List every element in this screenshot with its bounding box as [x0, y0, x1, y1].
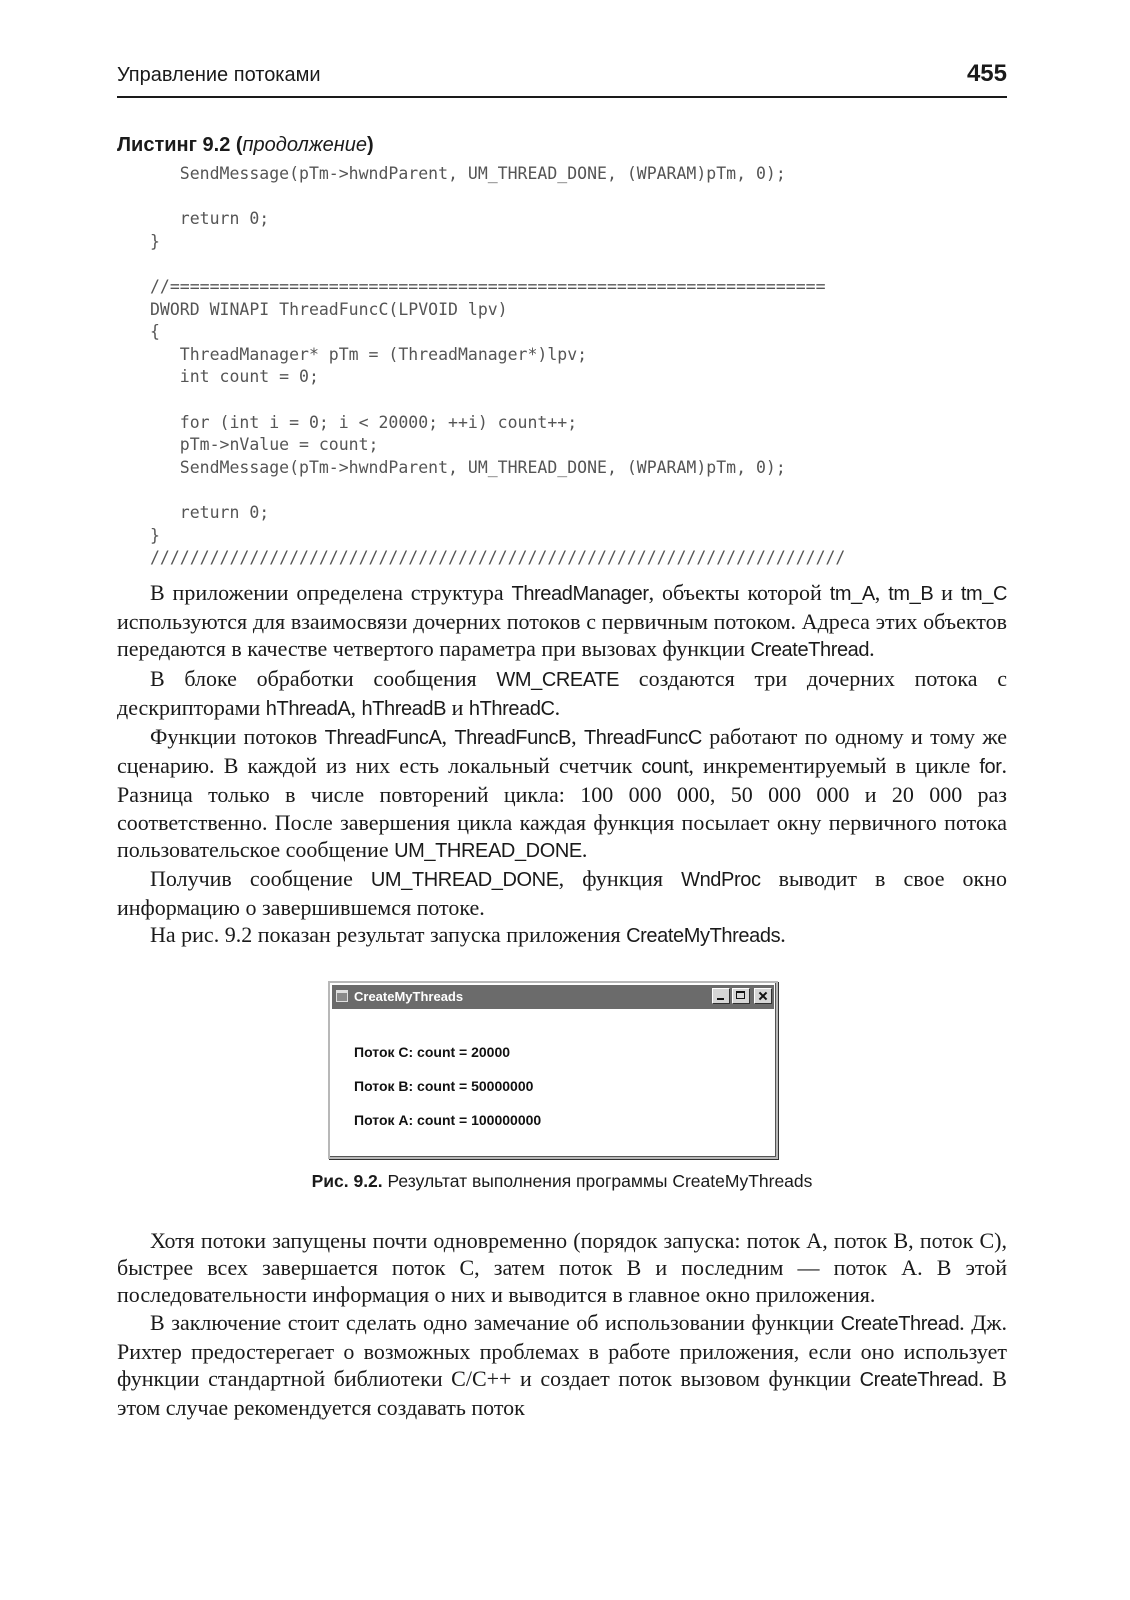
figure-window — [328, 981, 778, 1159]
body-text-bottom — [117, 1227, 1007, 1421]
paragraph: В заключение стоит сделать одно замечание об использовании функции CreateThread. Дж. Рихтер предостерегает о возможных проблемах в работе приложения, если оно использует функции стандартной библиотеки C/C++ и создает поток вызовом функции CreateThread. В этом случае рекомендуется создавать поток — [117, 1309, 1007, 1421]
window-title: CreateMyThreads — [354, 989, 464, 1004]
body-text-top — [117, 579, 1007, 951]
paragraph: В приложении определена структура ThreadManager, объекты которой tm_A, tm_B и tm_C используются для взаимосвязи дочерних потоков с первичным потоком. Адреса этих объектов передаются в качестве четвертого параметра при вызовах функции CreateThread. — [117, 580, 1007, 662]
code-listing — [150, 163, 990, 570]
code-line: for (int i = 0; i < 20000; ++i) count++; — [150, 412, 578, 432]
paragraph: Функции потоков ThreadFuncA, ThreadFuncB, ThreadFuncC работают по одному и тому же сценарию. В каждой из них есть локальный счетчик count, инкрементируемый в цикле for. Разница только в числе повторений цикла: 100 000 000, 50 000 000 и 20 000 раз соответственно. После завершения цикла каждая функция посылает окну первичного потока пользовательское сообщение UM_THREAD_DONE. — [117, 724, 1008, 862]
close-icon — [754, 988, 772, 1004]
thread-a-result: Поток A: count = 100000000 — [354, 1112, 542, 1128]
code-line: //================================================================== — [150, 276, 826, 296]
listing-continuation: продолжение — [242, 134, 367, 156]
code-line — [150, 253, 990, 276]
paragraph: Получив сообщение UM_THREAD_DONE, функция WndProc выводит в свое окно информацию о завершившемся потоке. — [117, 866, 1007, 921]
listing-paren-close: ) — [366, 134, 374, 156]
code-line — [150, 389, 990, 412]
figure-caption-text: Результат выполнения программы CreateMyThreads — [382, 1171, 813, 1191]
paragraph: На рис. 9.2 показан результат запуска приложения CreateMyThreads. — [150, 922, 786, 948]
minimize-icon — [712, 988, 730, 1004]
thread-b-result: Поток B: count = 50000000 — [354, 1078, 534, 1094]
code-line: return 0; — [150, 502, 270, 522]
code-line: return 0; — [150, 209, 270, 229]
code-line: SendMessage(pTm->hwndParent, UM_THREAD_DONE, (WPARAM)pTm, 0); — [150, 164, 786, 183]
page-number: 455 — [966, 60, 1007, 87]
window-client-area — [332, 1009, 774, 1155]
section-title: Управление потоками — [117, 64, 321, 86]
paragraph: В блоке обработки сообщения WM_CREATE создаются три дочерних потока с дескрипторами hThreadA, hThreadB и hThreadC. — [117, 665, 1007, 720]
code-line: ////////////////////////////////////////////////////////////////////// — [150, 548, 846, 568]
running-header — [117, 60, 1007, 98]
figure-label: Рис. 9.2. — [311, 1171, 383, 1191]
code-line: { — [150, 322, 160, 342]
window-titlebar — [332, 985, 774, 1009]
paragraph: Хотя потоки запущены почти одновременно (порядок запуска: поток A, поток B, поток C), быстрее всех завершается поток C, затем поток B и последним — поток A. В этой последовательности информация о них и выводится в главное окно приложения. — [117, 1228, 1007, 1308]
code-line — [150, 186, 990, 209]
code-line: pTm->nValue = count; — [150, 435, 379, 455]
maximize-icon — [732, 988, 750, 1004]
code-line: DWORD WINAPI ThreadFuncC(LPVOID lpv) — [150, 299, 508, 319]
code-line: int count = 0; — [150, 367, 319, 387]
thread-c-result: Поток C: count = 20000 — [354, 1044, 511, 1060]
code-line: } — [150, 525, 160, 545]
listing-title — [117, 134, 374, 157]
code-line — [150, 479, 990, 502]
listing-label: Листинг 9.2 — [117, 134, 231, 156]
window-app-icon — [336, 990, 348, 1002]
code-line: ThreadManager* pTm = (ThreadManager*)lpv; — [150, 344, 588, 364]
code-line: } — [150, 231, 160, 251]
code-line: SendMessage(pTm->hwndParent, UM_THREAD_DONE, (WPARAM)pTm, 0); — [150, 457, 786, 477]
listing-paren-open: ( — [235, 134, 243, 156]
figure-caption — [117, 1171, 1007, 1192]
